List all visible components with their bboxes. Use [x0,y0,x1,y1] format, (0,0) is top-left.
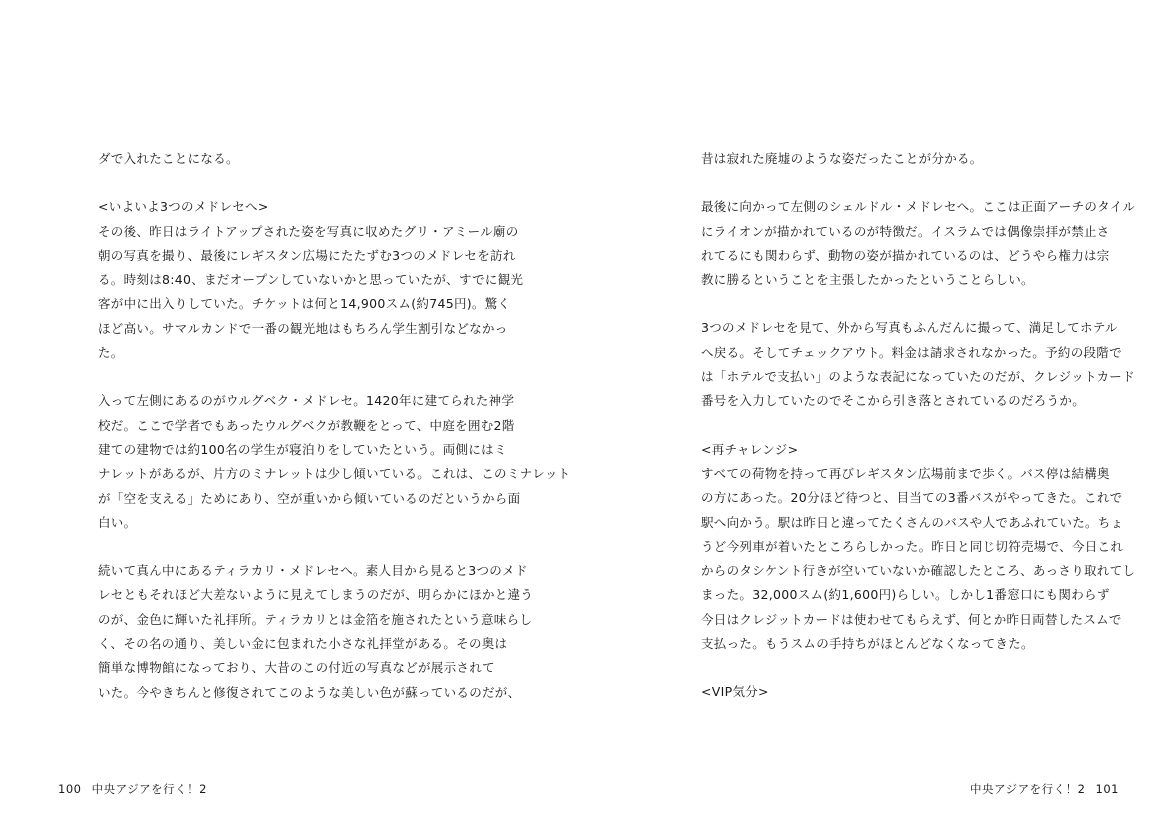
text-line: <いよいよ3つのメドレセへ> [98,199,269,215]
text-line: いた。今やきちんと修復されてこのような美しい色が蘇っているのだが、 [98,684,521,700]
text-line: からのタシケント行きが空いていないか確認したところ、あっさり取れてし [701,563,1136,579]
text-line: のが、金色に輝いた礼拝所。ティラカリとは金箔を施されたという意味らし [98,611,533,627]
text-line: 最後に向かって左側のシェルドル・メドレセへ。ここは正面アーチのタイル [701,199,1136,215]
text-line: レセともそれほど大差ないように見えてしまうのだが、明らかにほかと違う [98,587,534,603]
text-line: その後、昨日はライトアップされた姿を写真に収めたグリ・アミール廟の [98,223,519,239]
text-line: 白い。 [98,514,137,530]
text-line: まった。32,000スム(約1,600円)らしい。しかし1番窓口にも関わらず [701,587,1110,603]
paragraph [701,316,1135,413]
running-title: 中央アジアを行く！2 [970,782,1086,796]
text-line: 校だ。ここで学者でもあったウルグベクが教鞭をとって、中庭を囲む2階 [98,417,515,433]
text-line: へ戻る。そしてチェックアウト。料金は請求されなかった。予約の段階で [701,344,1122,360]
paragraph [701,438,1136,657]
text-line: 支払った。もうスムの手持ちがほとんどなくなってきた。 [701,636,1034,652]
text-line: 続いて真ん中にあるティラカリ・メドレセへ。素人目から見ると3つのメド [98,563,528,579]
text-line: 駅へ向かう。駅は昨日と違ってたくさんのバスや人であふれていた。ちょ [701,514,1124,530]
paragraph [98,147,478,171]
text-line: は「ホテルで支払い」のような表記になっていたのだが、クレジットカード [701,369,1135,385]
text-line: にライオンが描かれているのが特徴だ。イスラムでは偶像崇拝が禁止さ [701,223,1110,239]
paragraph [701,680,1081,704]
left-page-text-column [98,147,571,705]
text-line: ダで入れたことになる。 [98,151,239,166]
text-line: 客が中に出入りしていた。チケットは何と14,900スム(約745円)。驚く [98,296,511,312]
text-line: た。 [98,345,124,361]
text-line: ナレットがあるが、片方のミナレットは少し傾いている。これは、このミナレット [98,466,571,482]
text-line: 簡単な博物館になっており、大昔のこの付近の写真などが展示されて [98,660,495,676]
page-number: 101 [1095,782,1119,796]
text-line: く、その名の通り、美しい金に包まれた小さな礼拝堂がある。その奥は [98,636,508,652]
text-line: 教に勝るということを主張したかったということらしい。 [701,272,1034,288]
text-line: れてるにも関わらず、動物の姿が描かれているのは、どうやら権力は宗 [701,247,1110,263]
text-line: 朝の写真を撮り、最後にレギスタン広場にたたずむ3つのメドレセを訪れ [98,247,516,263]
text-line: の方にあった。20分ほど待つと、目当ての3番バスがやってきた。これで [701,490,1123,506]
text-line: うど今列車が着いたところらしかった。昨日と同じ切符売場で、今日これ [701,538,1124,554]
text-line: 3つのメドレセを見て、外から写真もふんだんに撮って、満足してホテル [701,320,1118,336]
page-number: 100 [58,782,82,796]
text-line: 今日はクレジットカードは使わせてもらえず、何とか昨日両替したスムで [701,611,1122,627]
left-page-footer [52,781,207,797]
right-page [588,0,1176,840]
text-line: ほど高い。サマルカンドで一番の観光地はもちろん学生割引などなかっ [98,320,508,336]
text-line: 入って左側にあるのがウルグベク・メドレセ。1420年に建てられた神学 [98,393,515,409]
running-title: 中央アジアを行く！2 [91,782,207,796]
text-line: 昔は寂れた廃墟のような姿だったことが分かる。 [701,151,983,166]
text-line: 建ての建物では約100名の学生が寝泊りをしていたという。両側にはミ [98,441,507,457]
paragraph [701,195,1136,292]
right-page-footer [970,781,1125,797]
right-page-text-column [701,147,1136,705]
paragraph [701,147,1081,171]
text-line: <VIP気分> [701,684,769,700]
text-line: が「空を支える」ためにあり、空が重いから傾いているのだというから面 [98,490,521,506]
text-line: る。時刻は8:40、まだオープンしていないかと思っていたが、すでに観光 [98,272,524,288]
paragraph [98,389,571,535]
paragraph [98,559,534,705]
text-line: <再チャレンジ> [701,441,799,457]
text-line: 番号を入力していたのでそこから引き落とされているのだろうか。 [701,393,1086,409]
paragraph [98,195,524,365]
text-line: すべての荷物を持って再びレギスタン広場前まで歩く。バス停は結構奥 [701,465,1110,481]
